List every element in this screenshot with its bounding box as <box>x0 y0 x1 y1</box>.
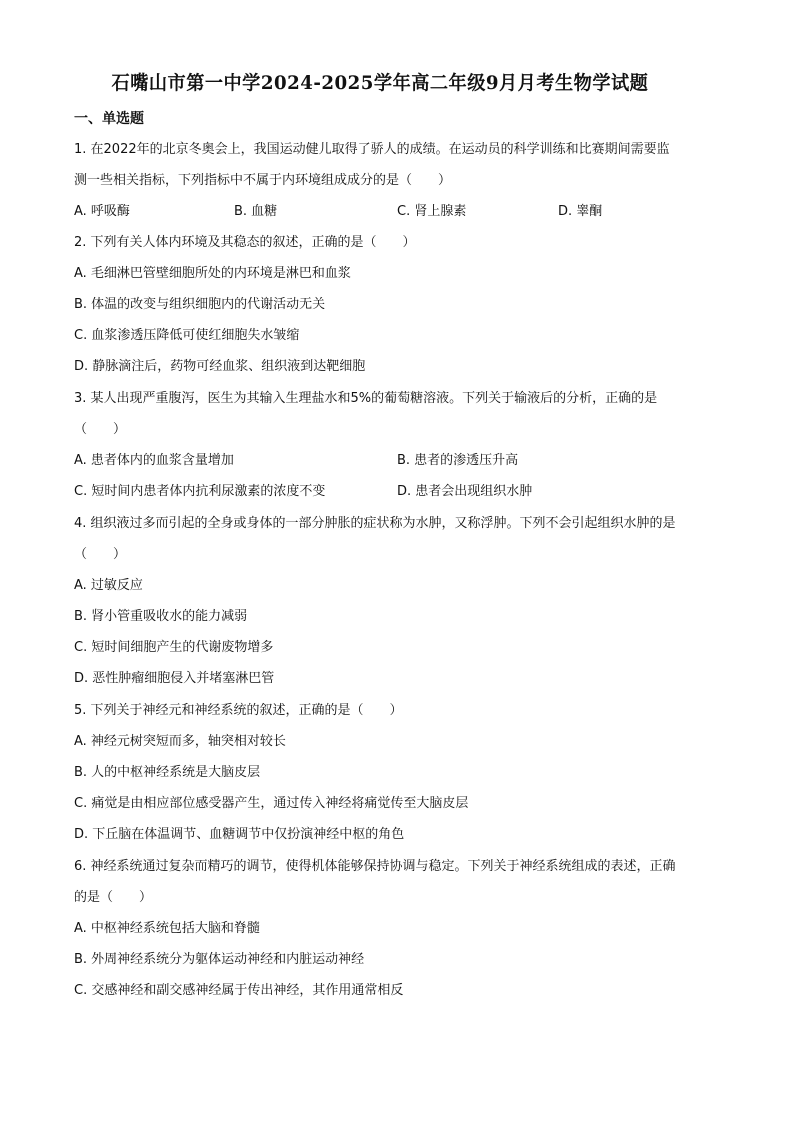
page-title: 石嘴山市第一中学2024-2025学年高二年级9月月考生物学试题 <box>111 72 649 94</box>
question-6-option-b[interactable]: B. 外周神经系统分为躯体运动神经和内脏运动神经 <box>74 952 365 967</box>
question-1-option-d[interactable]: D. 睾酮 <box>558 204 603 219</box>
question-4-option-d[interactable]: D. 恶性肿瘤细胞侵入并堵塞淋巴管 <box>74 671 275 686</box>
question-5-option-d[interactable]: D. 下丘脑在体温调节、血糖调节中仅扮演神经中枢的角色 <box>74 827 405 842</box>
question-5-option-a[interactable]: A. 神经元树突短而多，轴突相对较长 <box>74 734 286 749</box>
section-heading: 一、单选题 <box>74 111 144 127</box>
question-2-stem: 2. 下列有关人体内环境及其稳态的叙述，正确的是（ ） <box>74 235 416 250</box>
question-6-option-a[interactable]: A. 中枢神经系统包括大脑和脊髓 <box>74 921 260 936</box>
question-5-option-b[interactable]: B. 人的中枢神经系统是大脑皮层 <box>74 765 261 780</box>
question-4-stem-line-1: 4. 组织液过多而引起的全身或身体的一部分肿胀的症状称为水肿，又称浮肿。下列不会引起组织水肿的是 <box>74 516 676 531</box>
question-1-stem-line-2: 测一些相关指标，下列指标中不属于内环境组成成分的是（ ） <box>74 173 452 188</box>
question-1-option-b[interactable]: B. 血糖 <box>234 204 278 219</box>
question-4-option-c[interactable]: C. 短时间细胞产生的代谢废物增多 <box>74 640 274 655</box>
question-2-option-b[interactable]: B. 体温的改变与组织细胞内的代谢活动无关 <box>74 297 326 312</box>
question-3-stem-line-1: 3. 某人出现严重腹泻，医生为其输入生理盐水和5%的葡萄糖溶液。下列关于输液后的分析，正确的是 <box>74 391 658 406</box>
question-1-option-c[interactable]: C. 肾上腺素 <box>397 204 467 219</box>
question-1-option-a[interactable]: A. 呼吸酶 <box>74 204 130 219</box>
question-6-stem-line-2: 的是（ ） <box>74 890 153 905</box>
question-5-stem: 5. 下列关于神经元和神经系统的叙述，正确的是（ ） <box>74 703 403 718</box>
question-2-option-c[interactable]: C. 血浆渗透压降低可使红细胞失水皱缩 <box>74 328 300 343</box>
question-3-option-d[interactable]: D. 患者会出现组织水肿 <box>397 484 533 499</box>
question-4-stem-line-2: （ ） <box>74 547 127 562</box>
question-2-option-d[interactable]: D. 静脉滴注后，药物可经血浆、组织液到达靶细胞 <box>74 359 366 374</box>
question-3-option-b[interactable]: B. 患者的渗透压升高 <box>397 453 519 468</box>
question-2-option-a[interactable]: A. 毛细淋巴管壁细胞所处的内环境是淋巴和血浆 <box>74 266 351 281</box>
question-6-option-c[interactable]: C. 交感神经和副交感神经属于传出神经，其作用通常相反 <box>74 983 404 998</box>
question-4-option-a[interactable]: A. 过敏反应 <box>74 578 143 593</box>
question-6-stem-line-1: 6. 神经系统通过复杂而精巧的调节，使得机体能够保持协调与稳定。下列关于神经系统组成的表述，正确 <box>74 859 676 874</box>
question-5-option-c[interactable]: C. 痛觉是由相应部位感受器产生，通过传入神经将痛觉传至大脑皮层 <box>74 796 469 811</box>
question-4-option-b[interactable]: B. 肾小管重吸收水的能力减弱 <box>74 609 248 624</box>
question-3-stem-line-2: （ ） <box>74 422 127 437</box>
question-1-stem-line-1: 1. 在2022年的北京冬奥会上，我国运动健儿取得了骄人的成绩。在运动员的科学训练和比赛期间需要监 <box>74 142 670 157</box>
question-3-option-a[interactable]: A. 患者体内的血浆含量增加 <box>74 453 234 468</box>
question-3-option-c[interactable]: C. 短时间内患者体内抗利尿激素的浓度不变 <box>74 484 326 499</box>
